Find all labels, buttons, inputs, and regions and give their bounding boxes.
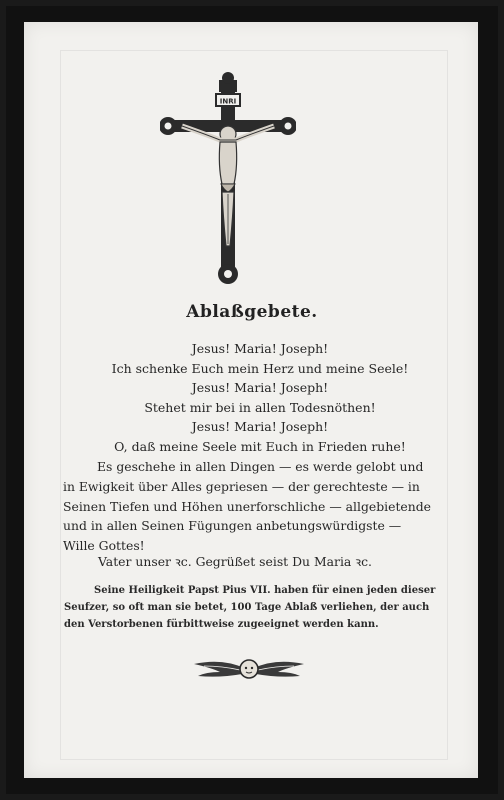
winged-cherub-icon [192,654,306,684]
closing-line: Vater unser ꝛc. Gegrüßet seist Du Maria ꝛc. [98,554,372,569]
prayer-lines [60,339,460,457]
note-line: Seufzer, so oft man sie betet, 100 Tage Ablaß verliehen, der auch [64,602,430,613]
paragraph-line: in Ewigkeit über Alles gepriesen — der gerechteste — in [63,478,420,494]
page-heading: Ablaßgebete. [186,302,318,322]
prayer-line: Jesus! Maria! Joseph! [191,419,329,435]
prayer-line: O, daß meine Seele mit Euch in Frieden ruhe! [114,438,406,454]
prayer-paragraph [63,457,432,556]
note-line: Seine Heiligkeit Papst Pius VII. haben für einen jeden dieser [94,585,436,596]
crucifix-icon [160,66,296,286]
prayer-line: Ich schenke Euch mein Herz und meine Seele! [111,360,409,376]
note-line: den Verstorbenen fürbittweise zugeeignet werden kann. [64,619,379,630]
paragraph-line: Seinen Tiefen und Höhen unerforschliche — allgebietende [63,498,432,514]
prayer-line: Stehet mir bei in allen Todesnöthen! [144,399,376,415]
prayer-line: Jesus! Maria! Joseph! [191,380,329,396]
inri-plaque: INRI [219,97,237,106]
paragraph-line: Wille Gottes! [63,538,145,554]
paragraph-line: Es geschehe in allen Dingen — es werde gelobt und [97,459,424,474]
prayer-line: Jesus! Maria! Joseph! [191,341,329,356]
indulgence-note [64,582,440,633]
paragraph-line: und in allen Seinen Fügungen anbetungswürdigste — [63,518,402,534]
